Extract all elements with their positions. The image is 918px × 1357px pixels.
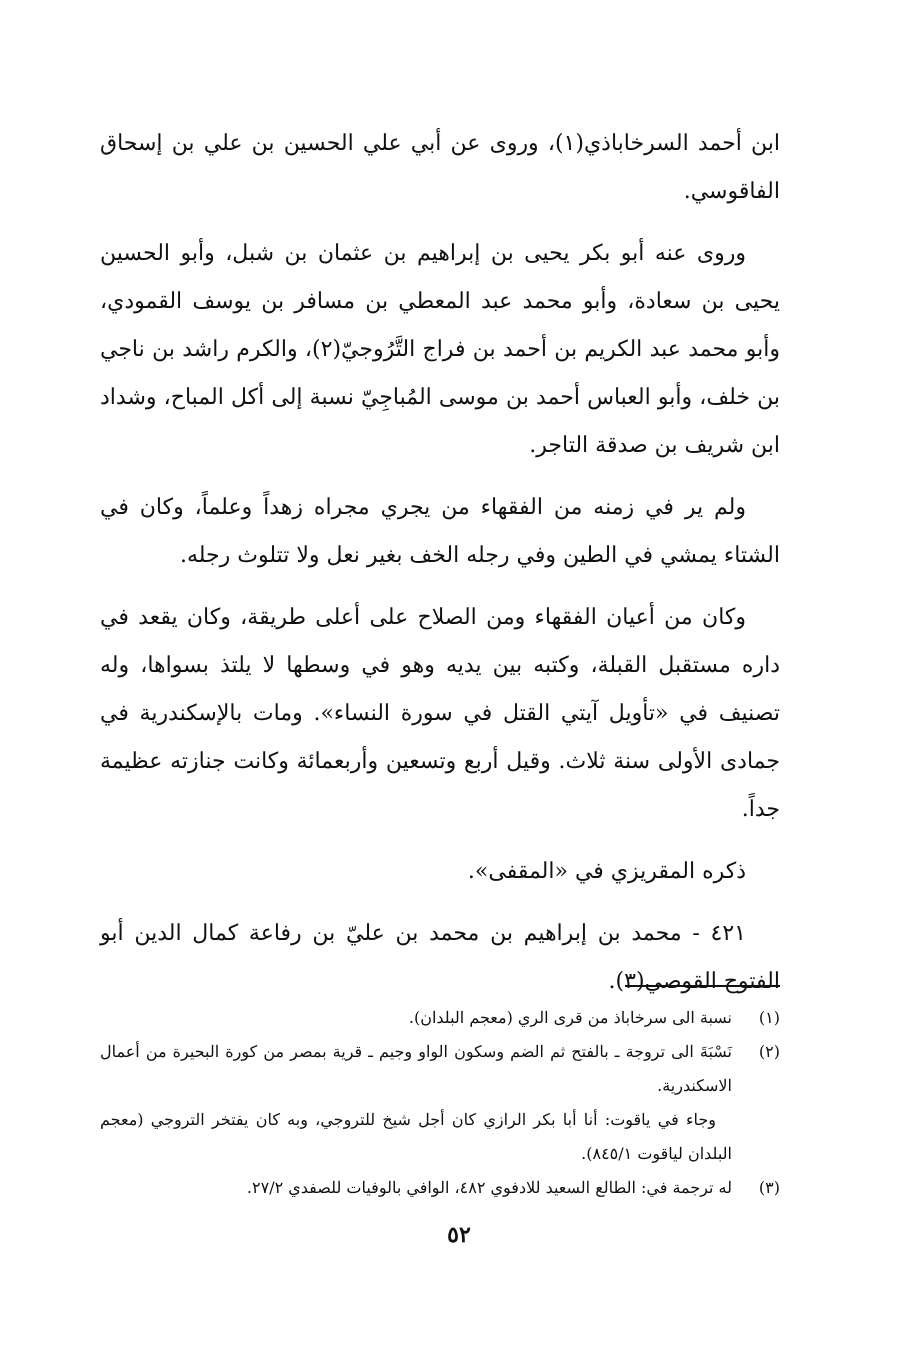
footnote-text: نَسْبَةَ الى تروجة ـ بالفتح ثم الضم وسكون الواو وجيم ـ قرية بمصر من كورة البحيرة من أعمال الاسكندرية. bbox=[100, 1042, 732, 1095]
footnote-number: (٢) bbox=[758, 1042, 780, 1061]
footnote-text: نسبة الى سرخاباذ من قرى الري (معجم البلدان). bbox=[408, 1008, 732, 1027]
paragraph: وكان من أعيان الفقهاء ومن الصلاح على أعلى طريقة، وكان يقعد في داره مستقبل القبلة، وكتبه بين يديه وهو في وسطها لا يلتذ بسواها، وله تصنيف في «تأويل آيتي القتل في سورة النساء». ومات بالإسكندرية في جمادى الأولى سنة ثلاث. وقيل أربع وتسعين وأربعمائة وكانت جنازته عظيمة جداً. bbox=[100, 605, 780, 822]
main-text bbox=[100, 120, 780, 1020]
footnotes bbox=[100, 985, 780, 1205]
footnote-number: (٣) bbox=[758, 1178, 780, 1197]
biography-entry: ٤٢١ - محمد بن إبراهيم بن محمد بن عليّ بن رفاعة كمال الدين أبو الفتوح القوصي(٣). bbox=[100, 921, 780, 994]
footnote-continuation: وجاء في ياقوت: أنا أبا بكر الرازي كان أجل شيخ للتروجي، وبه كان يفتخر التروجي (معجم البلدان لياقوت ٨٤٥/١). bbox=[100, 1110, 732, 1163]
footnote-number: (١) bbox=[758, 1008, 780, 1027]
paragraph: ذكره المقريزي في «المقفى». bbox=[467, 859, 746, 884]
paragraph: ولم ير في زمنه من الفقهاء من يجري مجراه زهداً وعلماً، وكان في الشتاء يمشي في الطين وفي رجله الخف بغير نعل ولا تتلوث رجله. bbox=[100, 495, 780, 568]
paragraph: وروى عنه أبو بكر يحيى بن إبراهيم بن عثمان بن شبل، وأبو الحسين يحيى بن سعادة، وأبو محمد عبد المعطي بن مسافر بن يوسف القمودي، وأبو محمد عبد الكريم بن أحمد بن فراج التَّرُوجيّ(٢)، والكرم راشد بن ناجي بن خلف، وأبو العباس أحمد بن موسى المُباجِيّ نسبة إلى أكل المباح، وشداد ابن شريف بن صدقة التاجر. bbox=[100, 241, 781, 458]
footnote-divider bbox=[625, 985, 780, 987]
footnote-item bbox=[100, 1035, 780, 1103]
paragraph: ابن أحمد السرخاباذي(١)، وروى عن أبي علي الحسين بن علي بن إسحاق الفاقوسي. bbox=[100, 131, 780, 204]
footnote-item bbox=[100, 1001, 780, 1035]
footnote-item bbox=[100, 1171, 780, 1205]
footnote-text: له ترجمة في: الطالع السعيد للادفوي ٤٨٢، الوافي بالوفيات للصفدي ٢٧/٢. bbox=[246, 1178, 732, 1197]
page-number: ٥٢ bbox=[447, 1222, 471, 1248]
